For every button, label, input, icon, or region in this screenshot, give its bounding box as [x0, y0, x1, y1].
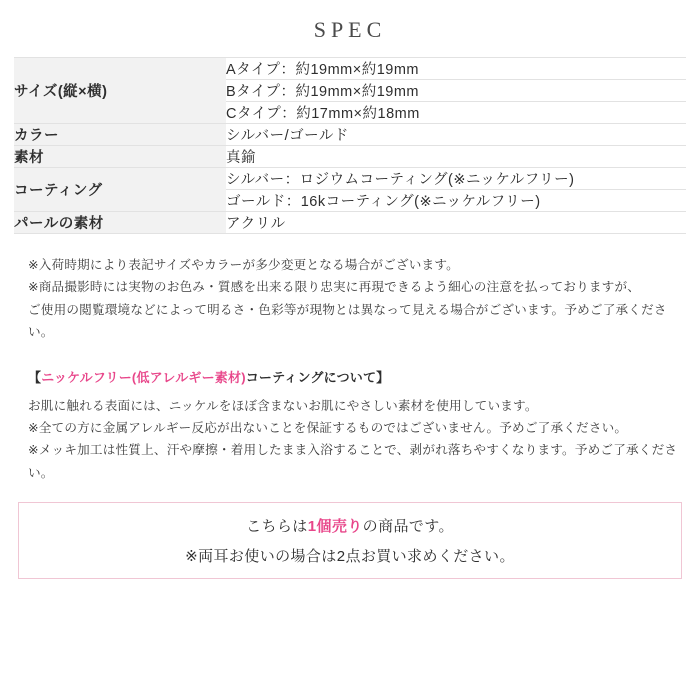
notice-line-2: ※両耳お使いの場合は2点お買い求めください。	[185, 548, 515, 566]
nickel-line: ※全ての方に金属アレルギー反応が出ないことを保証するものではございません。予めご了承ください。	[28, 421, 628, 436]
row-value-coating-gold: ゴールド：16kコーティング(※ニッケルフリー)	[226, 190, 686, 212]
row-label-coating: コーティング	[14, 168, 226, 212]
page-title: SPEC	[313, 17, 387, 42]
row-label-color: カラー	[14, 124, 226, 146]
row-value-color: シルバー/ゴールド	[226, 124, 686, 146]
note-line: ご使用の閲覧環境などによって明るさ・色彩等が現物とは異なって見える場合がございます。予めご了承ください。	[28, 302, 667, 340]
row-value-pearl-material: アクリル	[226, 212, 686, 234]
nickel-heading-suffix: コーティングについて】	[245, 369, 390, 385]
row-value-material: 真鍮	[226, 146, 686, 168]
notice-prefix: こちらは	[246, 518, 308, 536]
row-label-material: 素材	[14, 146, 226, 168]
disclaimer-notes	[28, 254, 686, 344]
nickel-free-body	[28, 395, 686, 485]
row-value-size-c: Cタイプ：約17mm×約18mm	[226, 102, 686, 124]
row-value-coating-silver: シルバー：ロジウムコーティング(※ニッケルフリー)	[226, 168, 686, 190]
spec-table	[14, 57, 686, 234]
nickel-line: お肌に触れる表面には、ニッケルをほぼ含まないお肌にやさしい素材を使用しています。	[28, 398, 538, 413]
nickel-heading-highlight: ニッケルフリー(低アレルギー素材)	[41, 369, 246, 385]
notice-suffix: の商品です。	[362, 518, 454, 536]
table-row	[14, 124, 686, 146]
table-row	[14, 146, 686, 168]
row-value-size-b: Bタイプ：約19mm×約19mm	[226, 80, 686, 102]
nickel-heading-prefix: 【	[28, 369, 42, 385]
note-line: ※商品撮影時には実物のお色み・質感を出来る限り忠実に再現できるよう細心の注意を払っておりますが、	[28, 280, 641, 295]
single-item-notice-box	[18, 502, 682, 579]
note-line: ※入荷時期により表記サイズやカラーが多少変更となる場合がございます。	[28, 258, 459, 272]
table-row	[14, 58, 686, 80]
table-row	[14, 168, 686, 190]
nickel-free-heading	[28, 367, 686, 386]
nickel-line: ※メッキ加工は性質上、汗や摩擦・着用したまま入浴することで、剥がれ落ちやすくなります。予めご了承ください。	[28, 443, 678, 480]
row-value-size-a: Aタイプ：約19mm×約19mm	[226, 58, 686, 80]
table-row	[14, 212, 686, 234]
notice-line-1	[19, 515, 681, 536]
row-label-size: サイズ(縦×横)	[14, 58, 226, 124]
row-label-pearl-material: パールの素材	[14, 212, 226, 234]
notice-highlight: 1個売り	[307, 518, 363, 536]
